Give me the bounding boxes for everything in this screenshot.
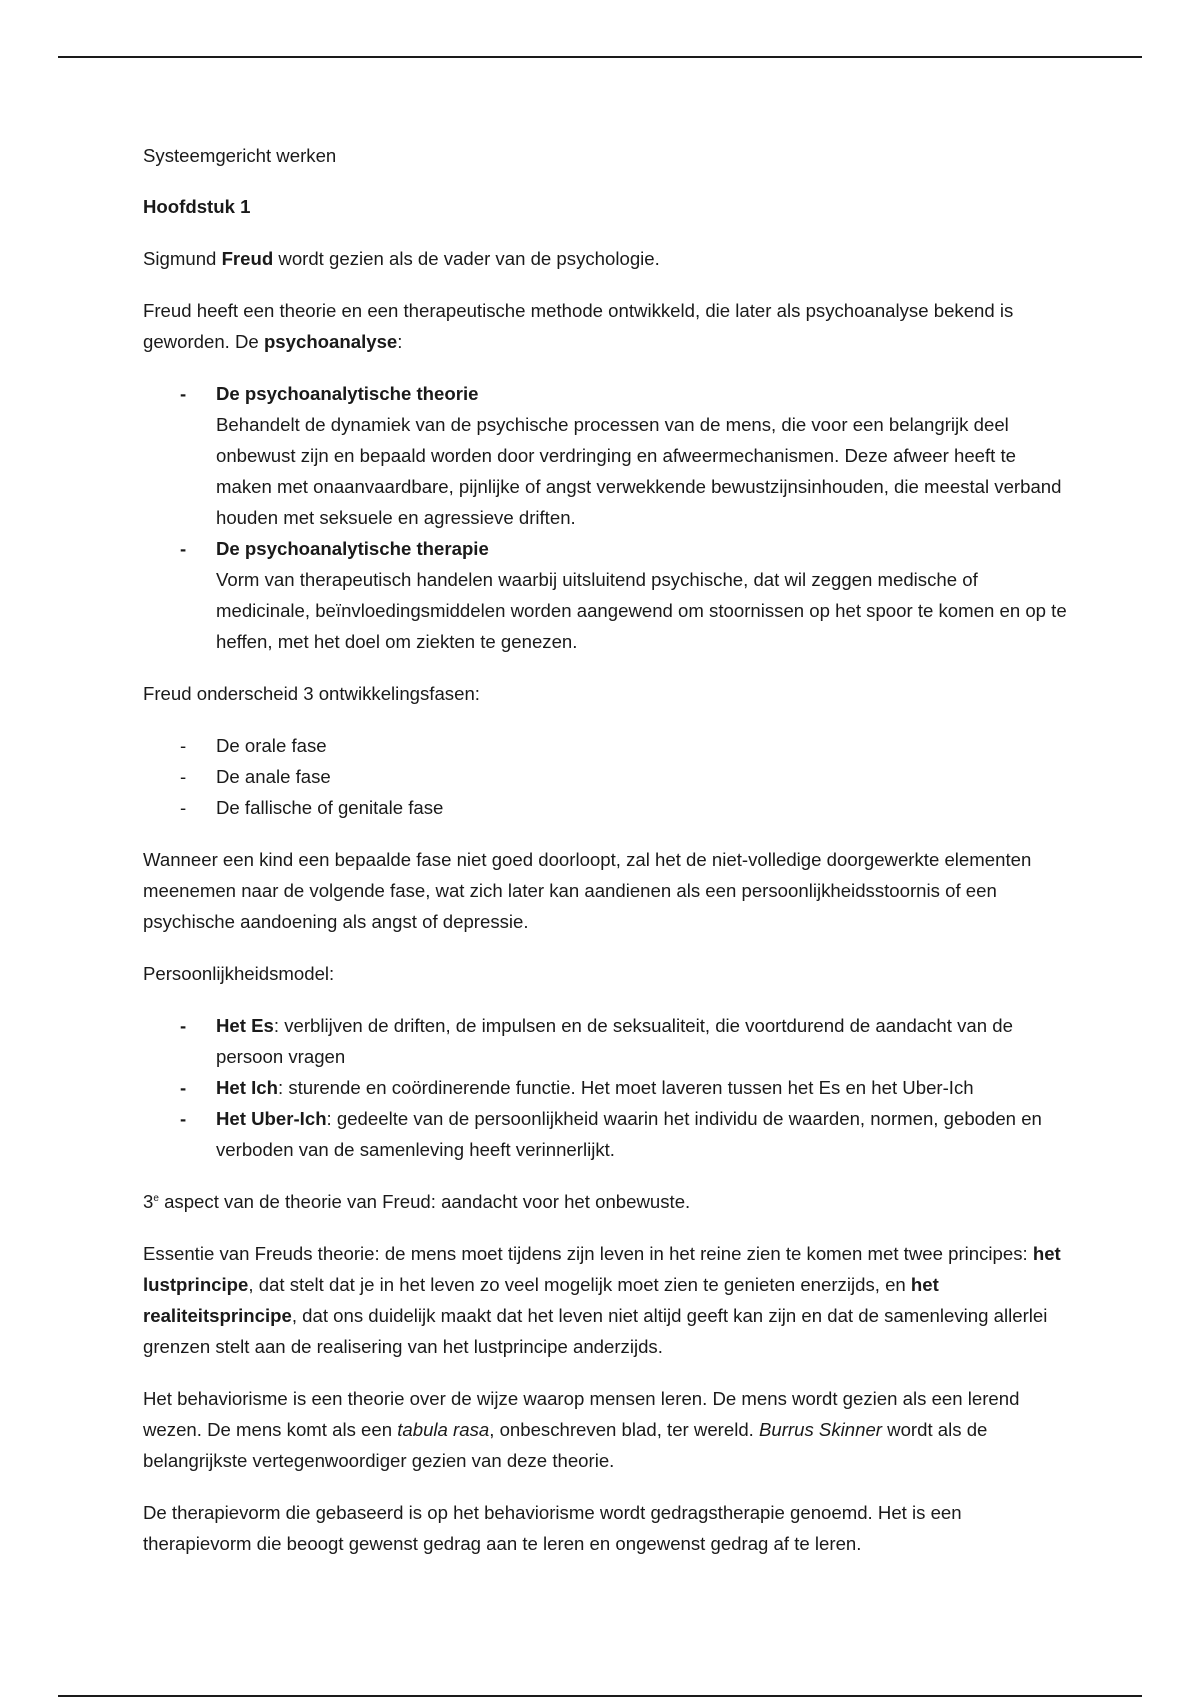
list-item: - De anale fase xyxy=(180,766,331,787)
intro-paragraph: Sigmund Freud wordt gezien als de vader van de psychologie. xyxy=(143,248,660,269)
essence-paragraph: Essentie van Freuds theorie: de mens moet tijdens zijn leven in het reine zien te komen met twee principes: het lustprincipe, dat stelt dat je in het leven zo veel mogelijk moet zien te genieten enerzijds, en het realiteitsprincipe, dat ons duidelijk maakt dat het leven niet altijd geeft kan zijn en dat de samenleving allerlei grenzen stelt aan de realisering van het lustprincipe anderzijds. xyxy=(143,1243,1061,1357)
header-rule xyxy=(58,56,1142,58)
list-item: - Het Uber-Ich: gedeelte van de persoonlijkheid waarin het individu de waarden, normen, geboden en verboden van de samenleving heeft verinnerlijkt. xyxy=(180,1108,1042,1160)
document-title: Systeemgericht werken xyxy=(143,145,337,166)
phases-paragraph: Wanneer een kind een bepaalde fase niet goed doorloopt, zal het de niet-volledige doorgewerkte elementen meenemen naar de volgende fase, wat zich later kan aandienen als een persoonlijkheidsstoornis of een psychische aandoening als angst of depressie. xyxy=(143,849,1032,932)
personality-model-list xyxy=(143,1010,1068,1165)
aspect-paragraph: 3e aspect van de theorie van Freud: aandacht voor het onbewuste. xyxy=(143,1191,691,1212)
list-item: - De fallische of genitale fase xyxy=(180,797,444,818)
list-item: - De psychoanalytische theorie Behandelt de dynamiek van de psychische processen van de mens, die voor een belangrijk deel onbewust zijn en bepaald worden door verdringing en afweermechanismen. Deze afweer heeft te maken met onaanvaardbare, pijnlijke of angst verwekkende bewustzijnsinhouden, die meestal verband houden met seksuele en agressieve driften. xyxy=(180,383,1062,528)
list-item: - Het Es: verblijven de driften, de impulsen en de seksualiteit, die voortdurend de aandacht van de persoon vragen xyxy=(180,1015,1013,1067)
document-page xyxy=(143,140,1068,1580)
model-intro: Persoonlijkheidsmodel: xyxy=(143,963,335,984)
list-item: - De orale fase xyxy=(180,735,327,756)
phases-list xyxy=(143,730,1068,823)
list-item-title: De psychoanalytische therapie xyxy=(216,538,489,559)
list-item-text: Behandelt de dynamiek van de psychische processen van de mens, die voor een belangrijk deel onbewust zijn en bepaald worden door verdringing en afweermechanismen. Deze afweer heeft te maken met onaanvaardbare, pijnlijke of angst verwekkende bewustzijnsinhouden, die meestal verband houden met seksuele en agressieve driften. xyxy=(216,414,1062,528)
footer-rule xyxy=(58,1695,1142,1697)
chapter-heading: Hoofdstuk 1 xyxy=(143,196,251,217)
list-item: - De psychoanalytische therapie Vorm van therapeutisch handelen waarbij uitsluitend psychische, dat wil zeggen medische of medicinale, beïnvloedingsmiddelen worden aangewend om stoornissen op het spoor te komen en op te heffen, met het doel om ziekten te genezen. xyxy=(180,538,1067,652)
phases-intro: Freud onderscheid 3 ontwikkelingsfasen: xyxy=(143,683,480,704)
list-item: - Het Ich: sturende en coördinerende functie. Het moet laveren tussen het Es en het Uber-Ich xyxy=(180,1077,974,1098)
list-item-text: Vorm van therapeutisch handelen waarbij uitsluitend psychische, dat wil zeggen medische of medicinale, beïnvloedingsmiddelen worden aangewend om stoornissen op het spoor te komen en op te heffen, met het doel om ziekten te genezen. xyxy=(216,569,1067,652)
list-item-title: De psychoanalytische theorie xyxy=(216,383,479,404)
behaviorism-paragraph: Het behaviorisme is een theorie over de wijze waarop mensen leren. De mens wordt gezien als een lerend wezen. De mens komt als een tabula rasa, onbeschreven blad, ter wereld. Burrus Skinner wordt als de belangrijkste vertegenwoordiger gezien van deze theorie. xyxy=(143,1388,1020,1471)
therapy-paragraph: De therapievorm die gebaseerd is op het behaviorisme wordt gedragstherapie genoemd. Het is een therapievorm die beoogt gewenst gedrag aan te leren en ongewenst gedrag af te leren. xyxy=(143,1502,962,1554)
psychoanalysis-paragraph: Freud heeft een theorie en een therapeutische methode ontwikkeld, die later als psychoanalyse bekend is geworden. De psychoanalyse: xyxy=(143,300,1014,352)
psychoanalysis-list xyxy=(143,378,1068,657)
